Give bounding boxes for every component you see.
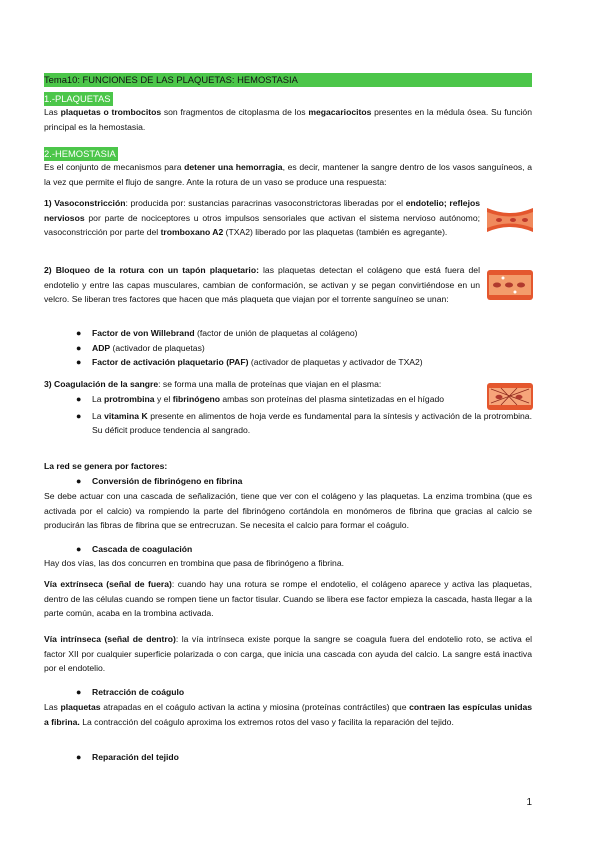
paragraph-via-intrinseca: Vía intrínseca (señal de dentro): la vía intrínseca existe porque la sangre se coagula fuera del endotelio roto, se activa el factor XII por cualquier superficie polarizada o con carga, que inicia una cascada con ayuda del calcio. La sangre está inactiva por el endotelio. bbox=[44, 634, 533, 674]
paragraph-conversion: Se debe actuar con una cascada de señalización, tiene que ver con el colágeno y las plaquetas. La enzima trombina (que es activada por el calcio) va rompiendo la parte del fibrinógeno cortándola en monómeros de fibrina que gracias al calcio se producirán las fibras de fibrina que se entrecruzan. Se necesita el calcio para formar el coágulo. bbox=[44, 491, 532, 531]
paragraph-hemostasia: Es el conjunto de mecanismos para detener una hemorragia, es decir, mantener la sangre dentro de los vasos sanguíneos, a la vez que permite el flujo de sangre. Ante la rotura de un vaso se produce una respuesta: bbox=[44, 162, 532, 187]
paragraph-via-extrinseca: Vía extrínseca (señal de fuera): cuando hay una rotura se rompe el endotelio, el colágeno aparece y activa las plaquetas, dentro de las células cuando se rompen tiene un factor tisular. Cuando se libera ese factor empieza la cascada, hasta llegar a la parte común, acaba en la trombina activada. bbox=[44, 579, 532, 619]
paragraph-tapon-plaquetario: 2) Bloqueo de la rotura con un tapón plaquetario: las plaquetas detectan el colágeno que está fuera del endotelio y entre las capas musculares, cambian de conformación, se activan y se pegan convirtiéndose en un velcro. Se liberan tres factores que hacen que más plaqueta que viajan por el torrente sanguíneo se unan: bbox=[44, 265, 480, 305]
list-item: ● Cascada de coagulación bbox=[76, 544, 193, 554]
red-factores-label: La red se genera por factores: bbox=[44, 461, 168, 471]
list-item: ● Factor de von Willebrand (factor de unión de plaquetas al colágeno) bbox=[76, 328, 358, 338]
list-item: ● Factor de activación plaquetario (PAF) (activador de plaquetas y activador de TXA2) bbox=[76, 357, 423, 368]
list-item: ● ADP (activador de plaquetas) bbox=[76, 342, 205, 353]
paragraph-coagulacion: 3) Coagulación de la sangre: se forma una malla de proteínas que viajan en el plasma: bbox=[44, 379, 382, 389]
paragraph-plaquetas: Las plaquetas o trombocitos son fragmentos de citoplasma de los megacariocitos presentes en la médula ósea. Su función principal es la hemostasia. bbox=[44, 107, 532, 132]
platelet-plug-illustration bbox=[487, 264, 533, 306]
list-item: ● La vitamina K presente en alimentos de hoja verde es fundamental para la síntesis y activación de la protrombina. Su déficit produce tendencia al sangrado. bbox=[76, 410, 532, 436]
document-title: Tema10: FUNCIONES DE LAS PLAQUETAS: HEMOSTASIA bbox=[44, 73, 532, 87]
list-item: ● Retracción de coágulo bbox=[76, 687, 185, 697]
list-item: ● Reparación del tejido bbox=[76, 752, 179, 762]
paragraph-retraccion: Las plaquetas atrapadas en el coágulo activan la actina y miosina (proteínas contráctiles) que contraen las espículas unidas a fibrina. La contracción del coágulo aproxima los extremos rotos del vaso y facilita la reparación del tejido. bbox=[44, 702, 532, 727]
list-item: ● La protrombina y el fibrinógeno ambas son proteínas del plasma sintetizadas en el hígado bbox=[76, 394, 445, 404]
heading-hemostasia: 2.-HEMOSTASIA bbox=[44, 148, 116, 159]
vasoconstriction-illustration bbox=[487, 200, 533, 240]
heading-plaquetas: 1.-PLAQUETAS bbox=[44, 93, 111, 104]
paragraph-vasoconstriccion: 1) Vasoconstricción: producida por: sustancias paracrinas vasoconstrictoras liberadas por el endotelio; reflejos nerviosos por parte de nociceptores u otros impulsos sensoriales que activan el sistema nervioso autónomo; vasoconstricción por parte del tromboxano A2 (TXA2) liberado por las plaquetas (también es agregante). bbox=[44, 198, 480, 238]
paragraph-cascada: Hay dos vías, las dos concurren en trombina que pasa de fibrinógeno a fibrina. bbox=[44, 558, 345, 568]
page-number: 1 bbox=[526, 797, 532, 808]
list-item: ● Conversión de fibrinógeno en fibrina bbox=[76, 476, 243, 486]
